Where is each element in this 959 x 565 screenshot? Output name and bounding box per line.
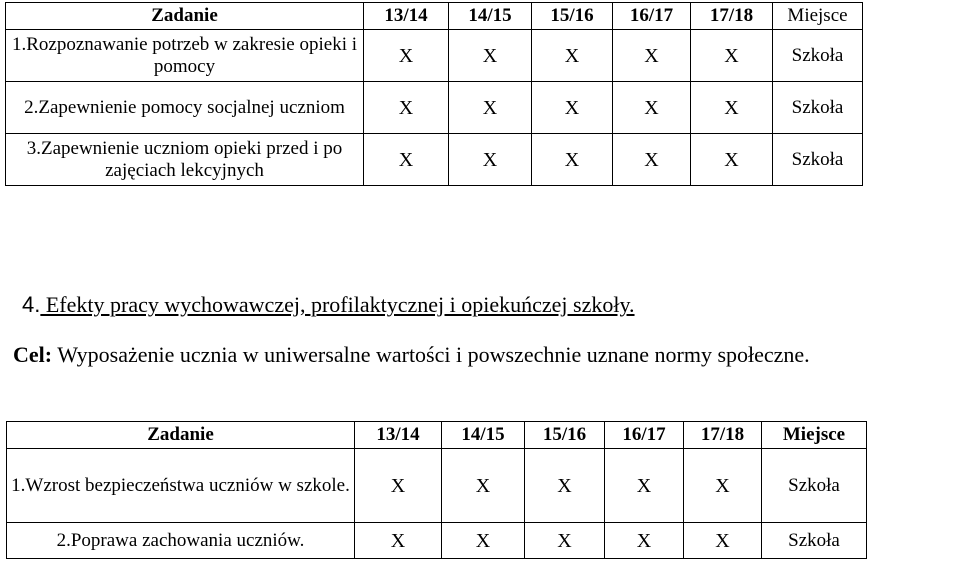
header-year: 16/17 [613,3,691,30]
header-place: Miejsce [762,422,867,449]
header-task: Zadanie [6,3,364,30]
task-cell: 2.Zapewnienie pomocy socjalnej uczniom [6,82,364,134]
table-row [7,523,867,559]
mark-cell: X [364,134,449,186]
mark-cell: X [525,449,605,523]
header-year: 14/15 [449,3,532,30]
mark-cell: X [449,30,532,82]
table-row [6,30,863,82]
mark-cell: X [525,523,605,559]
mark-cell: X [691,30,773,82]
mark-cell: X [532,30,613,82]
place-cell: Szkoła [773,82,863,134]
mark-cell: X [532,134,613,186]
mark-cell: X [684,523,762,559]
mark-cell: X [449,82,532,134]
header-task: Zadanie [7,422,355,449]
header-year: 17/18 [684,422,762,449]
section-title: Efekty pracy wychowawczej, profilaktycznej i opiekuńczej szkoły. [40,292,635,317]
place-cell: Szkoła [773,134,863,186]
mark-cell: X [532,82,613,134]
mark-cell: X [613,134,691,186]
mark-cell: X [449,134,532,186]
mark-cell: X [691,82,773,134]
mark-cell: X [442,449,525,523]
header-year: 15/16 [525,422,605,449]
table-header-row [7,422,867,449]
mark-cell: X [613,82,691,134]
header-year: 16/17 [605,422,684,449]
goal-text: Wyposażenie ucznia w uniwersalne wartości i powszechnie uznane normy społeczne. [52,342,810,367]
goal-label: Cel: [13,342,53,367]
tasks-table-effects [6,421,867,559]
task-text: 1.Wzrost bezpieczeństwa uczniów w szkole. [11,474,350,496]
header-year: 15/16 [532,3,613,30]
table-row [6,82,863,134]
mark-cell: X [364,82,449,134]
goal-statement [13,342,810,368]
header-year: 13/14 [364,3,449,30]
table-header-row [6,3,863,30]
mark-cell: X [364,30,449,82]
section-number: 4. [22,292,41,317]
mark-cell: X [442,523,525,559]
tasks-table-care [5,2,863,186]
mark-cell: X [691,134,773,186]
mark-cell: X [355,523,442,559]
place-cell: Szkoła [773,30,863,82]
table-row [6,134,863,186]
mark-cell: X [605,523,684,559]
place-cell: Szkoła [762,449,867,523]
task-cell: 3.Zapewnienie uczniom opieki przed i po zajęciach lekcyjnych [6,134,364,186]
header-place: Miejsce [773,3,863,30]
task-cell: 1.Rozpoznawanie potrzeb w zakresie opieki i pomocy [6,30,364,82]
task-cell [7,449,355,523]
task-cell: 2.Poprawa zachowania uczniów. [7,523,355,559]
header-year: 13/14 [355,422,442,449]
mark-cell: X [613,30,691,82]
mark-cell: X [605,449,684,523]
section-heading [22,292,635,318]
table-row [7,449,867,523]
place-cell: Szkoła [762,523,867,559]
mark-cell: X [355,449,442,523]
header-year: 17/18 [691,3,773,30]
header-year: 14/15 [442,422,525,449]
mark-cell: X [684,449,762,523]
